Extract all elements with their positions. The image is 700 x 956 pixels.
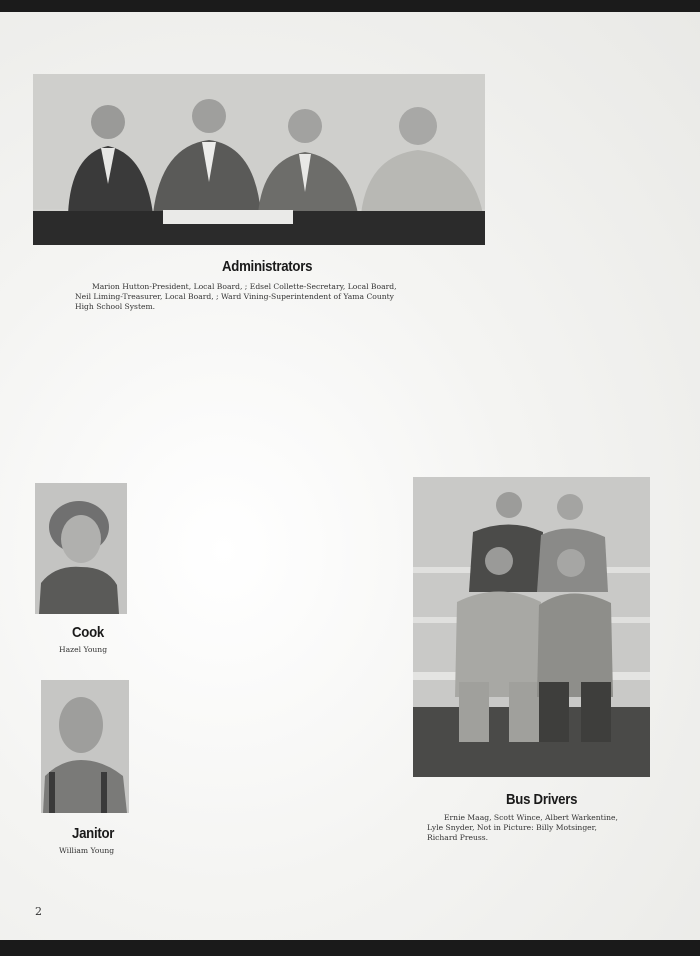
janitor-heading: Janitor [72,825,115,842]
administrators-photo [33,74,485,245]
bus-drivers-caption [427,813,667,843]
administrators-caption-line-2: Neil Liming-Treasurer, Local Board, ; Ward Vining-Superintendent of Yama County [75,292,394,301]
janitor-photo [41,680,129,813]
cook-heading: Cook [72,624,104,641]
bus-drivers-caption-line-1: Ernie Maag, Scott Wince, Albert Warkentine, [444,813,618,822]
cook-name: Hazel Young [59,645,108,654]
administrators-caption-line-3: High School System. [75,302,156,311]
bus-drivers-photo [413,477,650,777]
cook-photo [35,483,127,614]
bus-drivers-caption-line-3: Richard Preuss. [427,833,489,842]
administrators-caption [75,282,455,312]
administrators-heading: Administrators [222,258,313,275]
janitor-name: William Young [59,846,115,855]
page-bottom-edge [0,940,700,956]
administrators-caption-line-1: Marion Hutton-President, Local Board, ; Edsel Collette-Secretary, Local Board, [92,282,397,291]
page-number: 2 [35,905,42,918]
bus-drivers-heading: Bus Drivers [506,791,578,808]
bus-drivers-caption-line-2: Lyle Snyder, Not in Picture: Billy Motsinger, [427,823,597,832]
